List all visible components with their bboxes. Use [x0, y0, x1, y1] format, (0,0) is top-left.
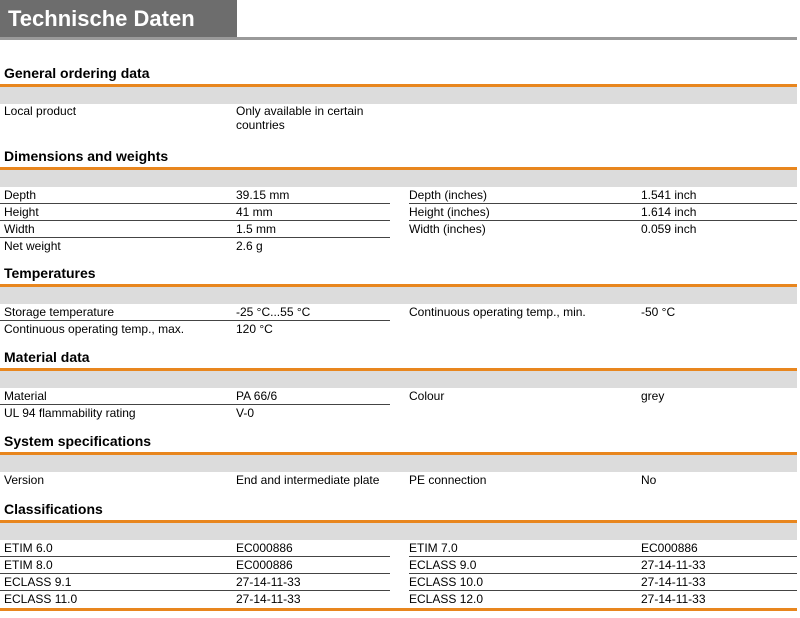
row-label: Version: [4, 473, 45, 487]
section-heading: Temperatures: [0, 262, 797, 287]
row-value: Only available in certain countries: [236, 104, 364, 132]
row-label: Width: [4, 222, 35, 236]
row-value: -50 °C: [641, 305, 676, 319]
table-row: [0, 321, 797, 338]
row-label: Height (inches): [409, 205, 490, 219]
row-label: Continuous operating temp., max.: [4, 322, 185, 336]
row-label: Colour: [409, 389, 445, 403]
row-value: 2.6 g: [236, 239, 263, 253]
table-row: [0, 187, 797, 204]
row-value: No: [641, 473, 657, 487]
row-value: 0.059 inch: [641, 222, 697, 236]
row-label: ECLASS 11.0: [4, 592, 78, 606]
section-heading: General ordering data: [0, 62, 797, 87]
row-label: Net weight: [4, 239, 61, 253]
table-row: [0, 204, 797, 221]
row-value: 27-14-11-33: [236, 575, 301, 589]
row-value: 27-14-11-33: [641, 592, 706, 606]
section-heading: Classifications: [0, 498, 797, 523]
row-value: 1.5 mm: [236, 222, 277, 236]
row-label: Local product: [4, 104, 77, 118]
section-end-rule: [0, 608, 797, 611]
row-value: 27-14-11-33: [641, 558, 706, 572]
section-heading: System specifications: [0, 430, 797, 455]
row-label: ECLASS 10.0: [409, 575, 484, 589]
row-label: ECLASS 9.0: [409, 558, 477, 572]
row-value: End and intermediate plate: [236, 473, 380, 487]
row-label: ETIM 8.0: [4, 558, 53, 572]
section-material-data: [0, 346, 797, 422]
row-value: V-0: [236, 406, 255, 420]
section-classifications: [0, 498, 797, 611]
title-divider: [0, 37, 797, 40]
section-header-band: [0, 455, 797, 472]
row-value: 120 °C: [236, 322, 273, 336]
row-value: 41 mm: [236, 205, 273, 219]
row-label: ETIM 6.0: [4, 541, 53, 555]
row-value: PA 66/6: [236, 389, 278, 403]
row-value: 39.15 mm: [236, 188, 290, 202]
row-value: EC000886: [641, 541, 698, 555]
row-label: ECLASS 9.1: [4, 575, 72, 589]
table-row: [0, 405, 797, 422]
row-label: ETIM 7.0: [409, 541, 458, 555]
row-label: PE connection: [409, 473, 487, 487]
table-row: [0, 221, 797, 238]
section-header-band: [0, 170, 797, 187]
section-heading: Dimensions and weights: [0, 145, 797, 170]
table-row: [0, 304, 797, 321]
row-label: Width (inches): [409, 222, 486, 236]
page-title: Technische Daten: [0, 0, 237, 38]
table-row: [0, 388, 797, 405]
table-row: [0, 557, 797, 574]
row-label: Material: [4, 389, 47, 403]
section-header-band: [0, 87, 797, 104]
section-system-specifications: [0, 430, 797, 489]
row-label: UL 94 flammability rating: [4, 406, 136, 420]
table-row: [0, 540, 797, 557]
row-label: Continuous operating temp., min.: [409, 305, 586, 319]
row-value: grey: [641, 389, 665, 403]
section-dimensions-and-weights: [0, 145, 797, 255]
row-value: EC000886: [236, 541, 293, 555]
section-header-band: [0, 523, 797, 540]
row-value: 1.541 inch: [641, 188, 697, 202]
row-value: 27-14-11-33: [641, 575, 706, 589]
row-label: Storage temperature: [4, 305, 115, 319]
row-label: Depth: [4, 188, 37, 202]
section-heading: Material data: [0, 346, 797, 371]
table-row: [0, 104, 797, 134]
row-value: 27-14-11-33: [236, 592, 301, 606]
row-label: ECLASS 12.0: [409, 592, 484, 606]
row-value: -25 °C...55 °C: [236, 305, 311, 319]
table-row: [0, 238, 797, 255]
row-label: Height: [4, 205, 39, 219]
table-row: [0, 574, 797, 591]
row-value: EC000886: [236, 558, 293, 572]
row-value: 1.614 inch: [641, 205, 697, 219]
row-label: Depth (inches): [409, 188, 488, 202]
table-row: [0, 472, 797, 489]
section-header-band: [0, 287, 797, 304]
section-general-ordering-data: [0, 62, 797, 134]
section-temperatures: [0, 262, 797, 338]
section-header-band: [0, 371, 797, 388]
table-row: [0, 591, 797, 608]
